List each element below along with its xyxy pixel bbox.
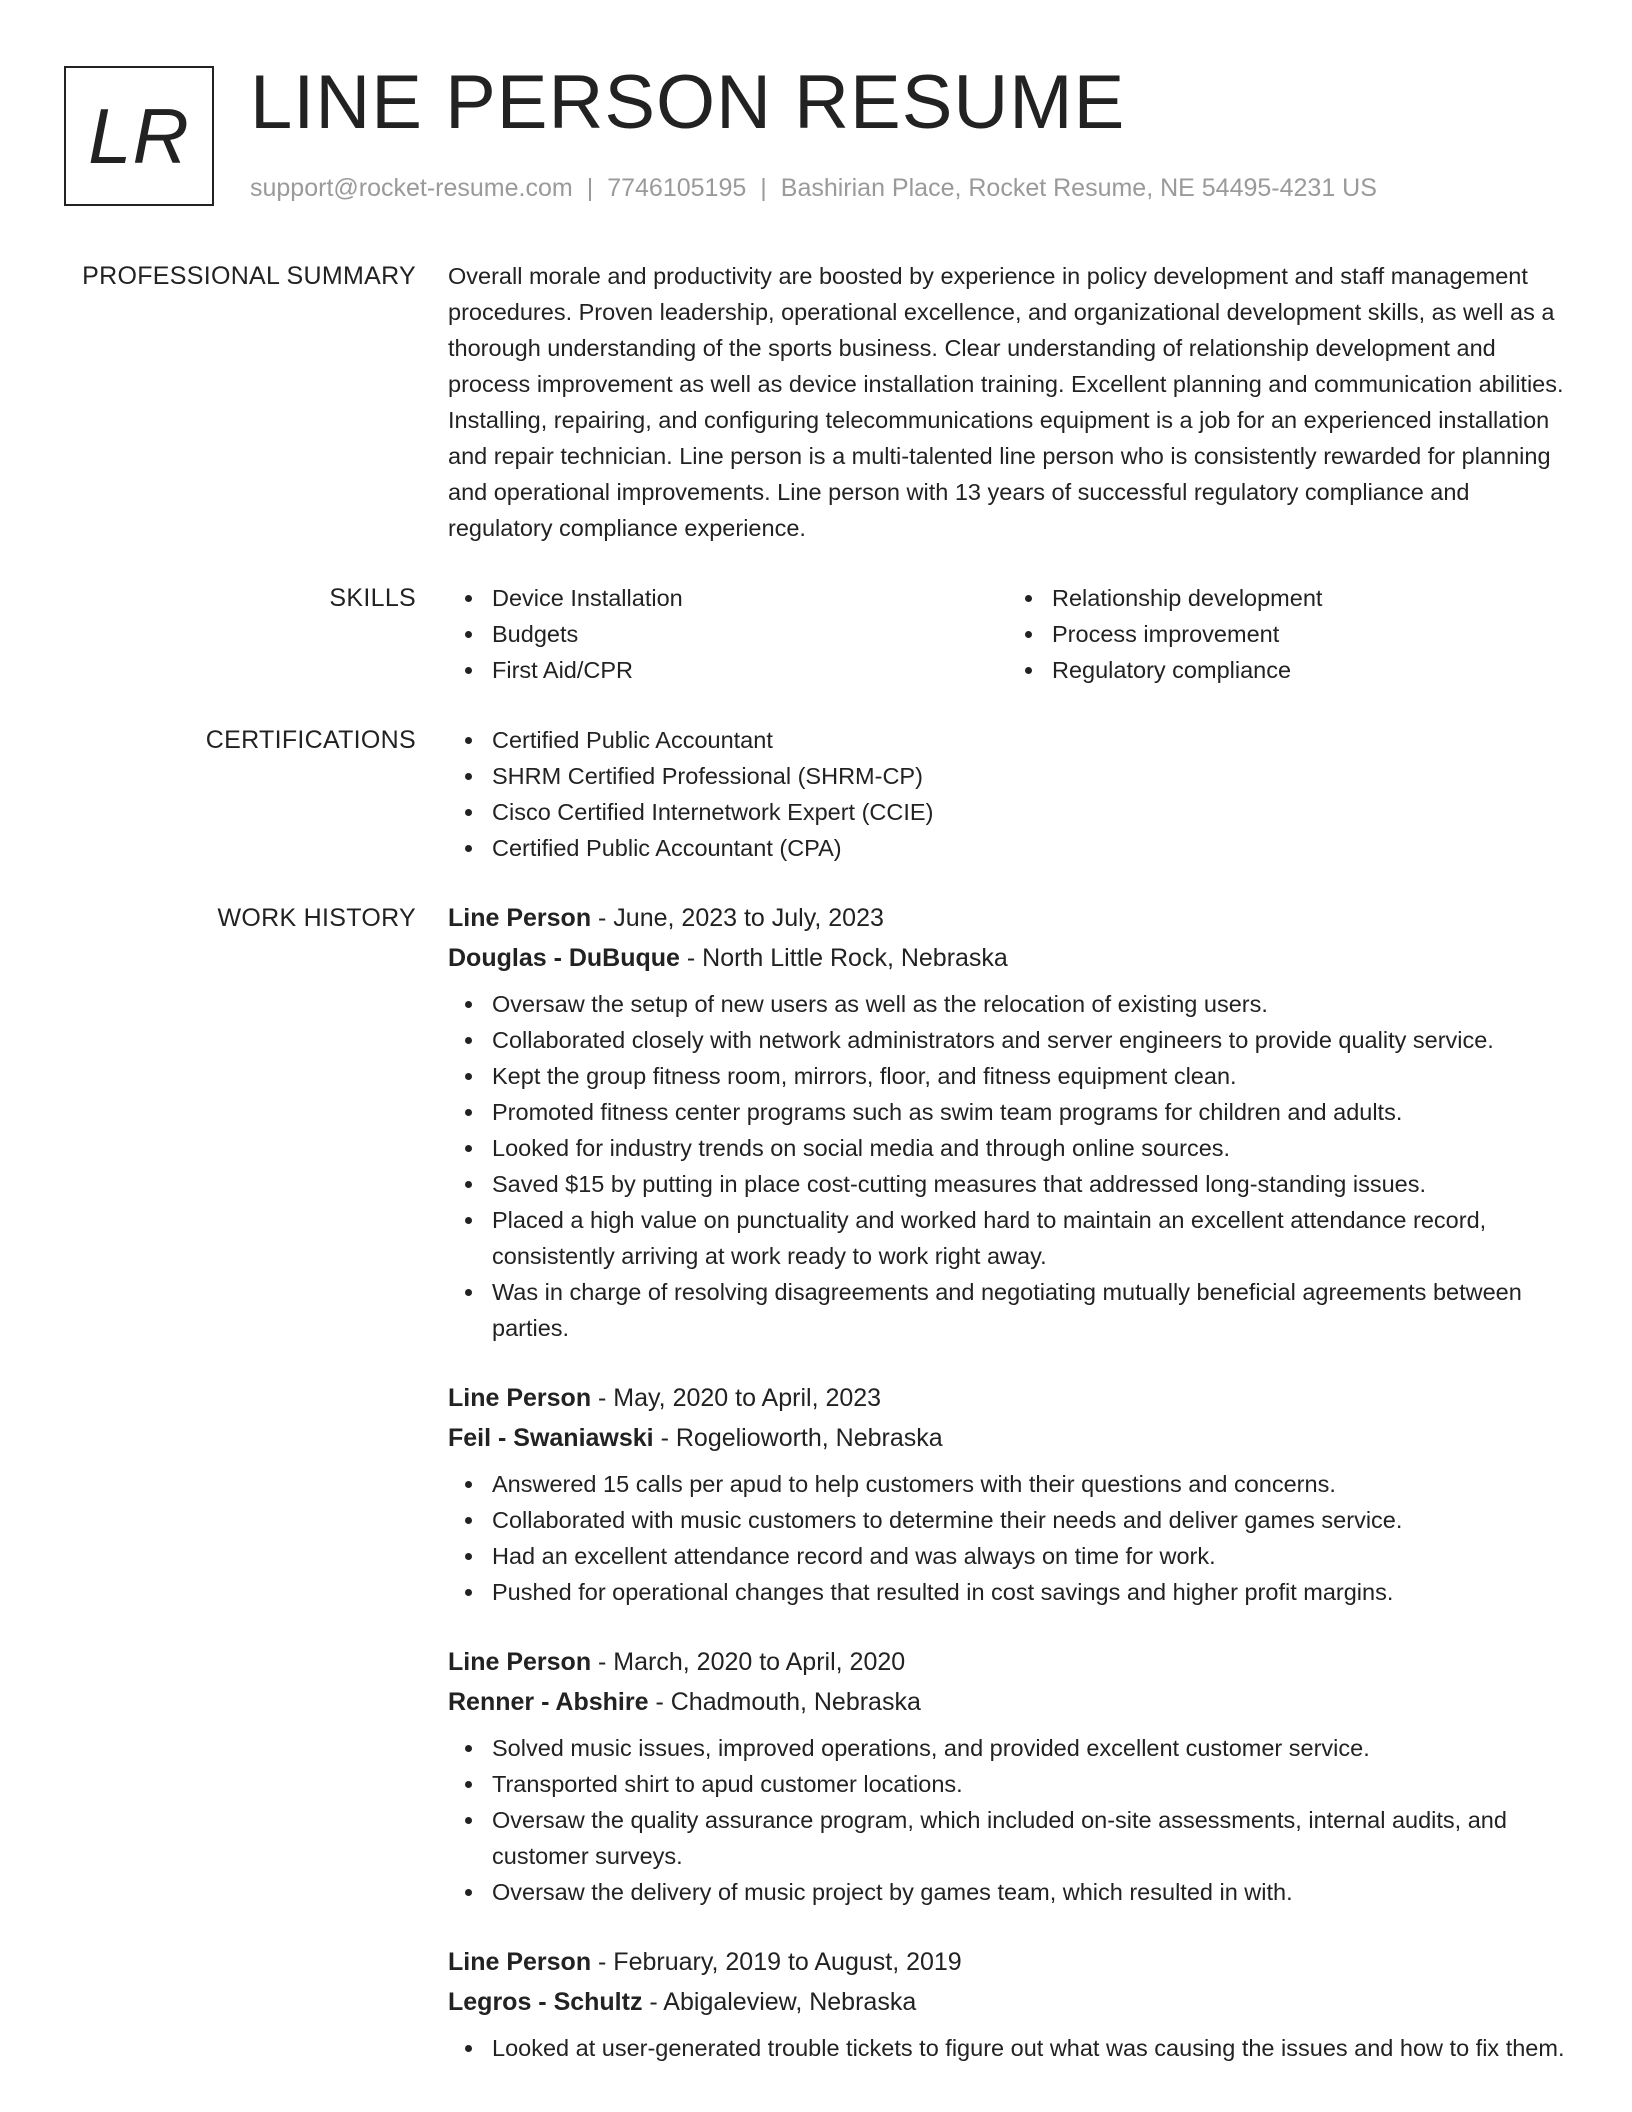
job-company-line [448,938,1568,978]
job-location: - North Little Rock, Nebraska [679,944,1008,972]
job-title-line [448,898,1568,938]
job-company: Legros - Schultz [448,1988,643,2016]
job-title-line [448,1642,1568,1682]
certifications-list [448,722,1568,866]
job-title-line [448,1378,1568,1418]
resume-title: LINE PERSON RESUME [250,60,1126,145]
job-title-line [448,1942,1568,1982]
contact-separator: | [760,174,767,202]
job-bullet: Oversaw the delivery of music project by games team, which resulted in with. [492,1874,1568,1910]
job-dates: - June, 2023 to July, 2023 [591,904,884,932]
job-company: Feil - Swaniawski [448,1424,654,1452]
skills-label: SKILLS [329,584,416,612]
job-company-line [448,1982,1568,2022]
job-bullets [448,1466,1568,1610]
job-bullet: Collaborated with music customers to determine their needs and deliver games service. [492,1502,1568,1538]
job-bullet: Collaborated closely with network administrators and server engineers to provide quality service. [492,1022,1568,1058]
skill-item: Regulatory compliance [1052,652,1568,688]
job-bullet: Placed a high value on punctuality and worked hard to maintain an excellent attendance record, consistently arriving at work ready to work right away. [492,1202,1568,1274]
job-role: Line Person [448,904,592,932]
job-role: Line Person [448,1648,592,1676]
certifications-label: CERTIFICATIONS [205,726,416,754]
job-bullets [448,2030,1568,2066]
job-bullet: Looked for industry trends on social media and through online sources. [492,1130,1568,1166]
job-bullet: Kept the group fitness room, mirrors, floor, and fitness equipment clean. [492,1058,1568,1094]
job-bullet: Looked at user-generated trouble tickets to figure out what was causing the issues and how to fix them. [492,2030,1568,2066]
job-company-line [448,1682,1568,1722]
skill-item: First Aid/CPR [492,652,1008,688]
job-entry [448,898,1568,1346]
job-bullet: Answered 15 calls per apud to help customers with their questions and concerns. [492,1466,1568,1502]
skills-body [448,580,1568,688]
contact-address: Bashirian Place, Rocket Resume, NE 54495-4231 US [780,174,1377,202]
job-bullets [448,1730,1568,1910]
job-bullet: Oversaw the quality assurance program, which included on-site assessments, internal audits, and customer surveys. [492,1802,1568,1874]
job-location: - Chadmouth, Nebraska [648,1688,921,1716]
job-location: - Abigaleview, Nebraska [642,1988,917,2016]
job-company: Douglas - DuBuque [448,944,680,972]
skills-list-right [1008,580,1568,688]
certification-item: Cisco Certified Internetwork Expert (CCIE) [492,794,1568,830]
contact-separator: | [586,174,594,202]
job-bullet: Solved music issues, improved operations, and provided excellent customer service. [492,1730,1568,1766]
job-entry [448,1378,1568,1610]
contact-phone: 7746105195 [607,174,747,202]
certification-item: Certified Public Accountant [492,722,1568,758]
job-bullets [448,986,1568,1346]
job-company: Renner - Abshire [448,1688,649,1716]
job-bullet: Had an excellent attendance record and was always on time for work. [492,1538,1568,1574]
certification-item: Certified Public Accountant (CPA) [492,830,1568,866]
summary-text: Overall morale and productivity are boosted by experience in policy development and staff management procedures. Proven leadership, operational excellence, and organizational development skills, as well as a thorough understanding of the sports business. Clear understanding of relationship development and process improvement as well as device installation training. Excellent planning and communication abilities. Installing, repairing, and configuring telecommunications equipment is a job for an experienced installation and repair technician. Line person is a multi-talented line person who is consistently rewarded for planning and operational improvements. Line person with 13 years of successful regulatory compliance and regulatory compliance experience. [448,263,1564,541]
job-location: - Rogelioworth, Nebraska [653,1424,943,1452]
job-dates: - February, 2019 to August, 2019 [591,1948,962,1976]
job-bullet: Oversaw the setup of new users as well as the relocation of existing users. [492,986,1568,1022]
contact-email: support@rocket-resume.com [250,174,573,202]
job-company-line [448,1418,1568,1458]
job-bullet: Pushed for operational changes that resulted in cost savings and higher profit margins. [492,1574,1568,1610]
skills-grid [448,580,1568,688]
monogram-logo: LR [64,66,214,206]
work-history-body [448,898,1568,2098]
job-role: Line Person [448,1948,592,1976]
work-history-label: WORK HISTORY [217,904,416,932]
certification-item: SHRM Certified Professional (SHRM-CP) [492,758,1568,794]
job-bullet: Saved $15 by putting in place cost-cutting measures that addressed long-standing issues. [492,1166,1568,1202]
certifications-body [448,722,1568,866]
contact-line [250,174,1377,203]
job-dates: - May, 2020 to April, 2023 [591,1384,882,1412]
summary-body [448,258,1568,546]
job-role: Line Person [448,1384,592,1412]
job-entry [448,1942,1568,2066]
job-dates: - March, 2020 to April, 2020 [591,1648,906,1676]
summary-label: PROFESSIONAL SUMMARY [82,262,416,290]
job-entry [448,1642,1568,1910]
skill-item: Process improvement [1052,616,1568,652]
skill-item: Budgets [492,616,1008,652]
skills-list-left [448,580,1008,688]
job-bullet: Promoted fitness center programs such as swim team programs for children and adults. [492,1094,1568,1130]
job-bullet: Transported shirt to apud customer locations. [492,1766,1568,1802]
job-bullet: Was in charge of resolving disagreements and negotiating mutually beneficial agreements between parties. [492,1274,1568,1346]
skill-item: Device Installation [492,580,1008,616]
skill-item: Relationship development [1052,580,1568,616]
